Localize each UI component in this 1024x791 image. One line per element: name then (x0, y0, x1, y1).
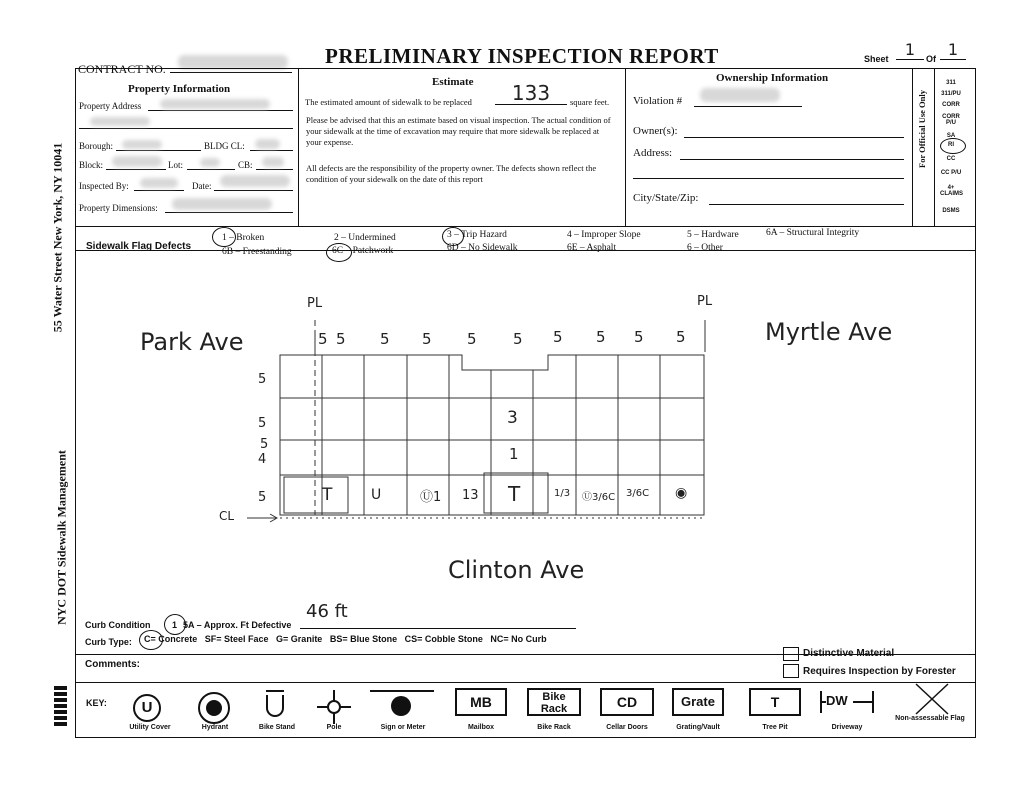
non-assessable-icon (912, 682, 952, 716)
code-claims: 4+ CLAIMS (940, 185, 963, 197)
width-3: 5 (422, 330, 432, 348)
width-5: 5 (513, 330, 523, 348)
key-cellar-doors: Cellar Doors (606, 724, 648, 731)
pole-icon (317, 690, 351, 724)
curb-type-circle (139, 630, 163, 650)
code-311pu: 311/PU (941, 91, 961, 97)
sheet-label: Sheet (864, 54, 889, 64)
street-myrtle-ave: Myrtle Ave (765, 318, 893, 346)
curb-condition-label: Curb Condition (85, 620, 151, 630)
cellar-doors-icon: CD (600, 688, 654, 716)
pl-left-label: PL (307, 296, 323, 311)
mark-broken-mid: 1 (509, 445, 519, 463)
dimensions-label: Property Dimensions: (79, 203, 158, 213)
mark-utility-1: U (371, 487, 382, 503)
estimate-line: The estimated amount of sidewalk to be replaced (305, 97, 472, 107)
cb-label: CB: (238, 160, 253, 170)
row-height-1: 5 (258, 372, 267, 387)
row-height-3: 5 (260, 437, 269, 452)
of-label: Of (926, 54, 936, 64)
width-4: 5 (467, 330, 477, 348)
defects-heading: Sidewalk Flag Defects (86, 241, 192, 252)
forester-checkbox[interactable] (783, 664, 799, 678)
width-10: 5 (318, 330, 328, 348)
code-311: 311 (946, 80, 956, 86)
code-cc-pu: CC P/U (940, 170, 962, 176)
mark-trip-broken: 13 (462, 488, 479, 503)
sqft-unit: square feet. (570, 97, 610, 107)
row-height-5: 5 (258, 490, 267, 505)
key-non-assessable: Non-assessable Flag (895, 715, 965, 722)
key-bike-stand: Bike Stand (258, 724, 296, 731)
owner-address-label: Address: (633, 147, 673, 159)
estimate-responsibility: All defects are the responsibility of the property owner. The defects shown reflect the condition of your sidewalk on the date of this report (306, 163, 597, 184)
key-bike-rack: Bike Rack (537, 724, 571, 731)
sqft-value[interactable]: 133 (495, 82, 567, 105)
lot-label: Lot: (168, 160, 183, 170)
defect-undermined: 2 – Undermined (334, 233, 396, 243)
width-2: 5 (380, 330, 390, 348)
comments-label: Comments: (85, 659, 141, 670)
mark-broken-trip: 1/3 (554, 488, 571, 499)
bike-rack-icon: Bike Rack (527, 688, 581, 716)
curb-condition-value[interactable]: 1 (172, 620, 178, 630)
defect-improper-slope: 4 – Improper Slope (567, 230, 641, 240)
mark-tree-pit-1: T (322, 485, 333, 505)
date-label: Date: (192, 181, 212, 191)
width-7: 5 (596, 328, 606, 346)
estimate-disclaimer: Please be advised that this an estimate based on visual inspection. The actual condition of your sidewalk at the time of excavation may require that more sidewalk be replaced at your expense. (306, 115, 611, 147)
row-height-2: 5 (258, 416, 267, 431)
bike-stand-icon (266, 695, 284, 717)
page-title: PRELIMINARY INSPECTION REPORT (325, 44, 719, 68)
mark-trip-mid: 3 (507, 408, 518, 428)
defective-ft-value: 46 ft (306, 601, 348, 622)
defect-freestanding: 6B – Freestanding (222, 247, 292, 257)
street-clinton-ave: Clinton Ave (448, 556, 585, 584)
contract-label: CONTRACT NO. (78, 62, 166, 76)
width-1: 5 (336, 330, 346, 348)
block-label: Block: (79, 160, 103, 170)
official-use-label: For Official Use Only (917, 90, 927, 168)
ownership-heading: Ownership Information (716, 72, 829, 84)
distinctive-label: Distinctive Material (803, 648, 895, 659)
defect-broken: 1 – Broken (222, 233, 265, 243)
city-label: City/State/Zip: (633, 192, 699, 204)
code-dsms: DSMS (942, 208, 960, 214)
mark-utility-trip: Ⓤ1 (420, 490, 442, 505)
defect-no-sidewalk: 6D – No Sidewalk (447, 243, 518, 253)
violation-label: Violation # (633, 95, 683, 107)
tree-pit-icon: T (749, 688, 801, 716)
street-park-ave: Park Ave (140, 328, 244, 356)
key-mailbox: Mailbox (467, 724, 495, 731)
width-8: 5 (634, 328, 644, 346)
estimate-heading: Estimate (432, 76, 474, 88)
curb-condition-text: 5A – Approx. Ft Defective (183, 620, 292, 630)
sheet-total[interactable]: 1 (940, 40, 966, 60)
width-6: 5 (553, 328, 563, 346)
inspected-by-label: Inspected By: (79, 181, 129, 191)
forester-label: Requires Inspection by Forester (803, 666, 956, 677)
row-height-4: 4 (258, 452, 267, 467)
sheet-number[interactable]: 1 (896, 40, 924, 60)
key-pole: Pole (326, 724, 342, 731)
defect-asphalt: 6E – Asphalt (567, 243, 617, 253)
defect-hardware: 5 – Hardware (687, 230, 739, 240)
side-department: NYC DOT Sidewalk Management (54, 450, 69, 625)
defect-patchwork: 6C – Patchwork (332, 246, 394, 256)
defect-other: 6 – Other (687, 243, 723, 253)
key-driveway: Driveway (831, 724, 863, 731)
borough-label: Borough: (79, 141, 114, 151)
side-org-address: 55 Water Street New York, NY 10041 (50, 142, 65, 333)
defect-trip-hazard: 3 – Trip Hazard (447, 230, 507, 240)
bldg-class-label: BLDG CL: (204, 141, 245, 151)
width-9: 5 (676, 328, 686, 346)
code-corr-pu: CORR P/U (942, 114, 960, 126)
code-corr: CORR (942, 102, 960, 108)
distinctive-checkbox[interactable] (783, 647, 799, 661)
cl-label: CL (219, 509, 235, 523)
key-sign-meter: Sign or Meter (380, 724, 426, 731)
code-cc: CC (946, 156, 956, 162)
property-heading: Property Information (128, 83, 231, 95)
curb-type-label: Curb Type: (85, 637, 132, 647)
sign-meter-icon (391, 696, 411, 716)
code-sa: SA (946, 133, 956, 139)
owners-label: Owner(s): (633, 125, 678, 137)
pl-right-label: PL (697, 294, 713, 309)
mark-utility-patch: Ⓤ3/6C (582, 492, 616, 503)
utility-cover-icon: U (133, 694, 161, 722)
defective-ft-field[interactable] (300, 628, 576, 629)
property-address-label: Property Address (79, 101, 142, 111)
key-utility-cover: Utility Cover (129, 724, 171, 731)
defect-structural: 6A – Structural Integrity (766, 228, 860, 238)
hydrant-icon (198, 692, 230, 724)
mark-trip-patch: 3/6C (626, 488, 650, 499)
key-hydrant: Hydrant (201, 724, 229, 731)
driveway-icon: DW (826, 693, 848, 708)
grating-icon: Grate (672, 688, 724, 716)
mark-hydrant: ◉ (675, 485, 688, 501)
mark-tree-pit-2: T (508, 482, 521, 506)
key-grating: Grating/Vault (676, 724, 720, 731)
code-ri: RI (948, 142, 954, 148)
curb-types: C= Concrete SF= Steel Face G= Granite BS= Blue Stone CS= Cobble Stone NC= No Curb (144, 634, 547, 644)
key-label: KEY: (86, 698, 107, 708)
mailbox-icon: MB (455, 688, 507, 716)
key-tree-pit: Tree Pit (762, 724, 788, 731)
